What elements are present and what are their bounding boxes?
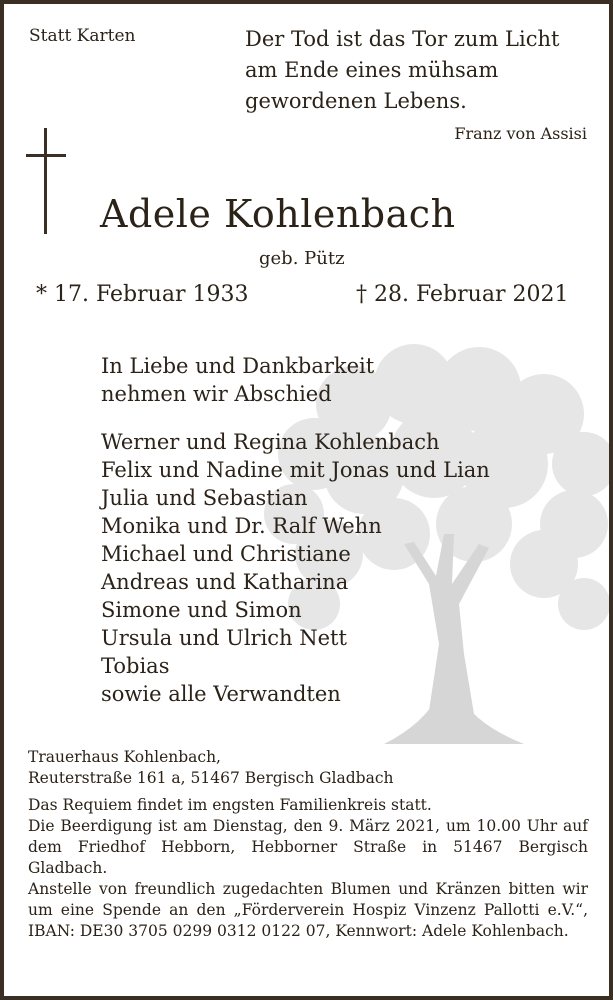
farewell-line: nehmen wir Abschied [101, 382, 332, 406]
list-item: Andreas und Katharina [101, 570, 349, 594]
address-line: Reuterstraße 161 a, 51467 Bergisch Gladbach [28, 769, 394, 787]
donation-text: Anstelle von freundlich zugedachten Blumen und Kränzen bitten wir um eine Spende an den „Förderverein Hospiz Vinzenz Pallotti e.V.“, IBAN: DE30 3705 0299 0312 0122 07, Kennwort: Adele Kohlenbach. [28, 880, 588, 940]
mourners-list [101, 428, 490, 708]
list-item: sowie alle Verwandten [101, 682, 341, 706]
list-item: Julia und Sebastian [101, 486, 308, 510]
statt-karten-label: Statt Karten [29, 26, 136, 46]
list-item: Monika und Dr. Ralf Wehn [101, 514, 382, 538]
list-item: Michael und Christiane [101, 542, 351, 566]
cross-icon [26, 128, 68, 234]
list-item: Simone und Simon [101, 598, 302, 622]
list-item: Tobias [101, 654, 170, 678]
mourning-address [28, 747, 394, 789]
birth-date: * 17. Februar 1933 [36, 282, 249, 307]
funeral-notice [28, 795, 588, 942]
deceased-name: Adele Kohlenbach [100, 192, 456, 236]
funeral-text: Die Beerdigung ist am Dienstag, den 9. März 2021, um 10.00 Uhr auf dem Friedhof Hebborn, Hebborner Straße in 51467 Bergisch Gladbach. [28, 817, 588, 877]
birth-name: geb. Pütz [259, 248, 345, 269]
list-item: Ursula und Ulrich Nett [101, 626, 347, 650]
motto-line: gewordenen Lebens. [245, 89, 467, 113]
requiem-text: Das Requiem findet im engsten Familienkreis statt. [28, 796, 432, 814]
farewell-text [101, 352, 374, 408]
motto-quote [245, 24, 595, 117]
motto-line: am Ende eines mühsam [245, 58, 499, 82]
address-line: Trauerhaus Kohlenbach, [28, 748, 221, 766]
farewell-line: In Liebe und Dankbarkeit [101, 354, 375, 378]
list-item: Felix und Nadine mit Jonas und Lian [101, 458, 490, 482]
motto-line: Der Tod ist das Tor zum Licht [245, 27, 560, 51]
death-date: † 28. Februar 2021 [356, 282, 569, 307]
list-item: Werner und Regina Kohlenbach [101, 430, 440, 454]
motto-author: Franz von Assisi [454, 124, 587, 143]
